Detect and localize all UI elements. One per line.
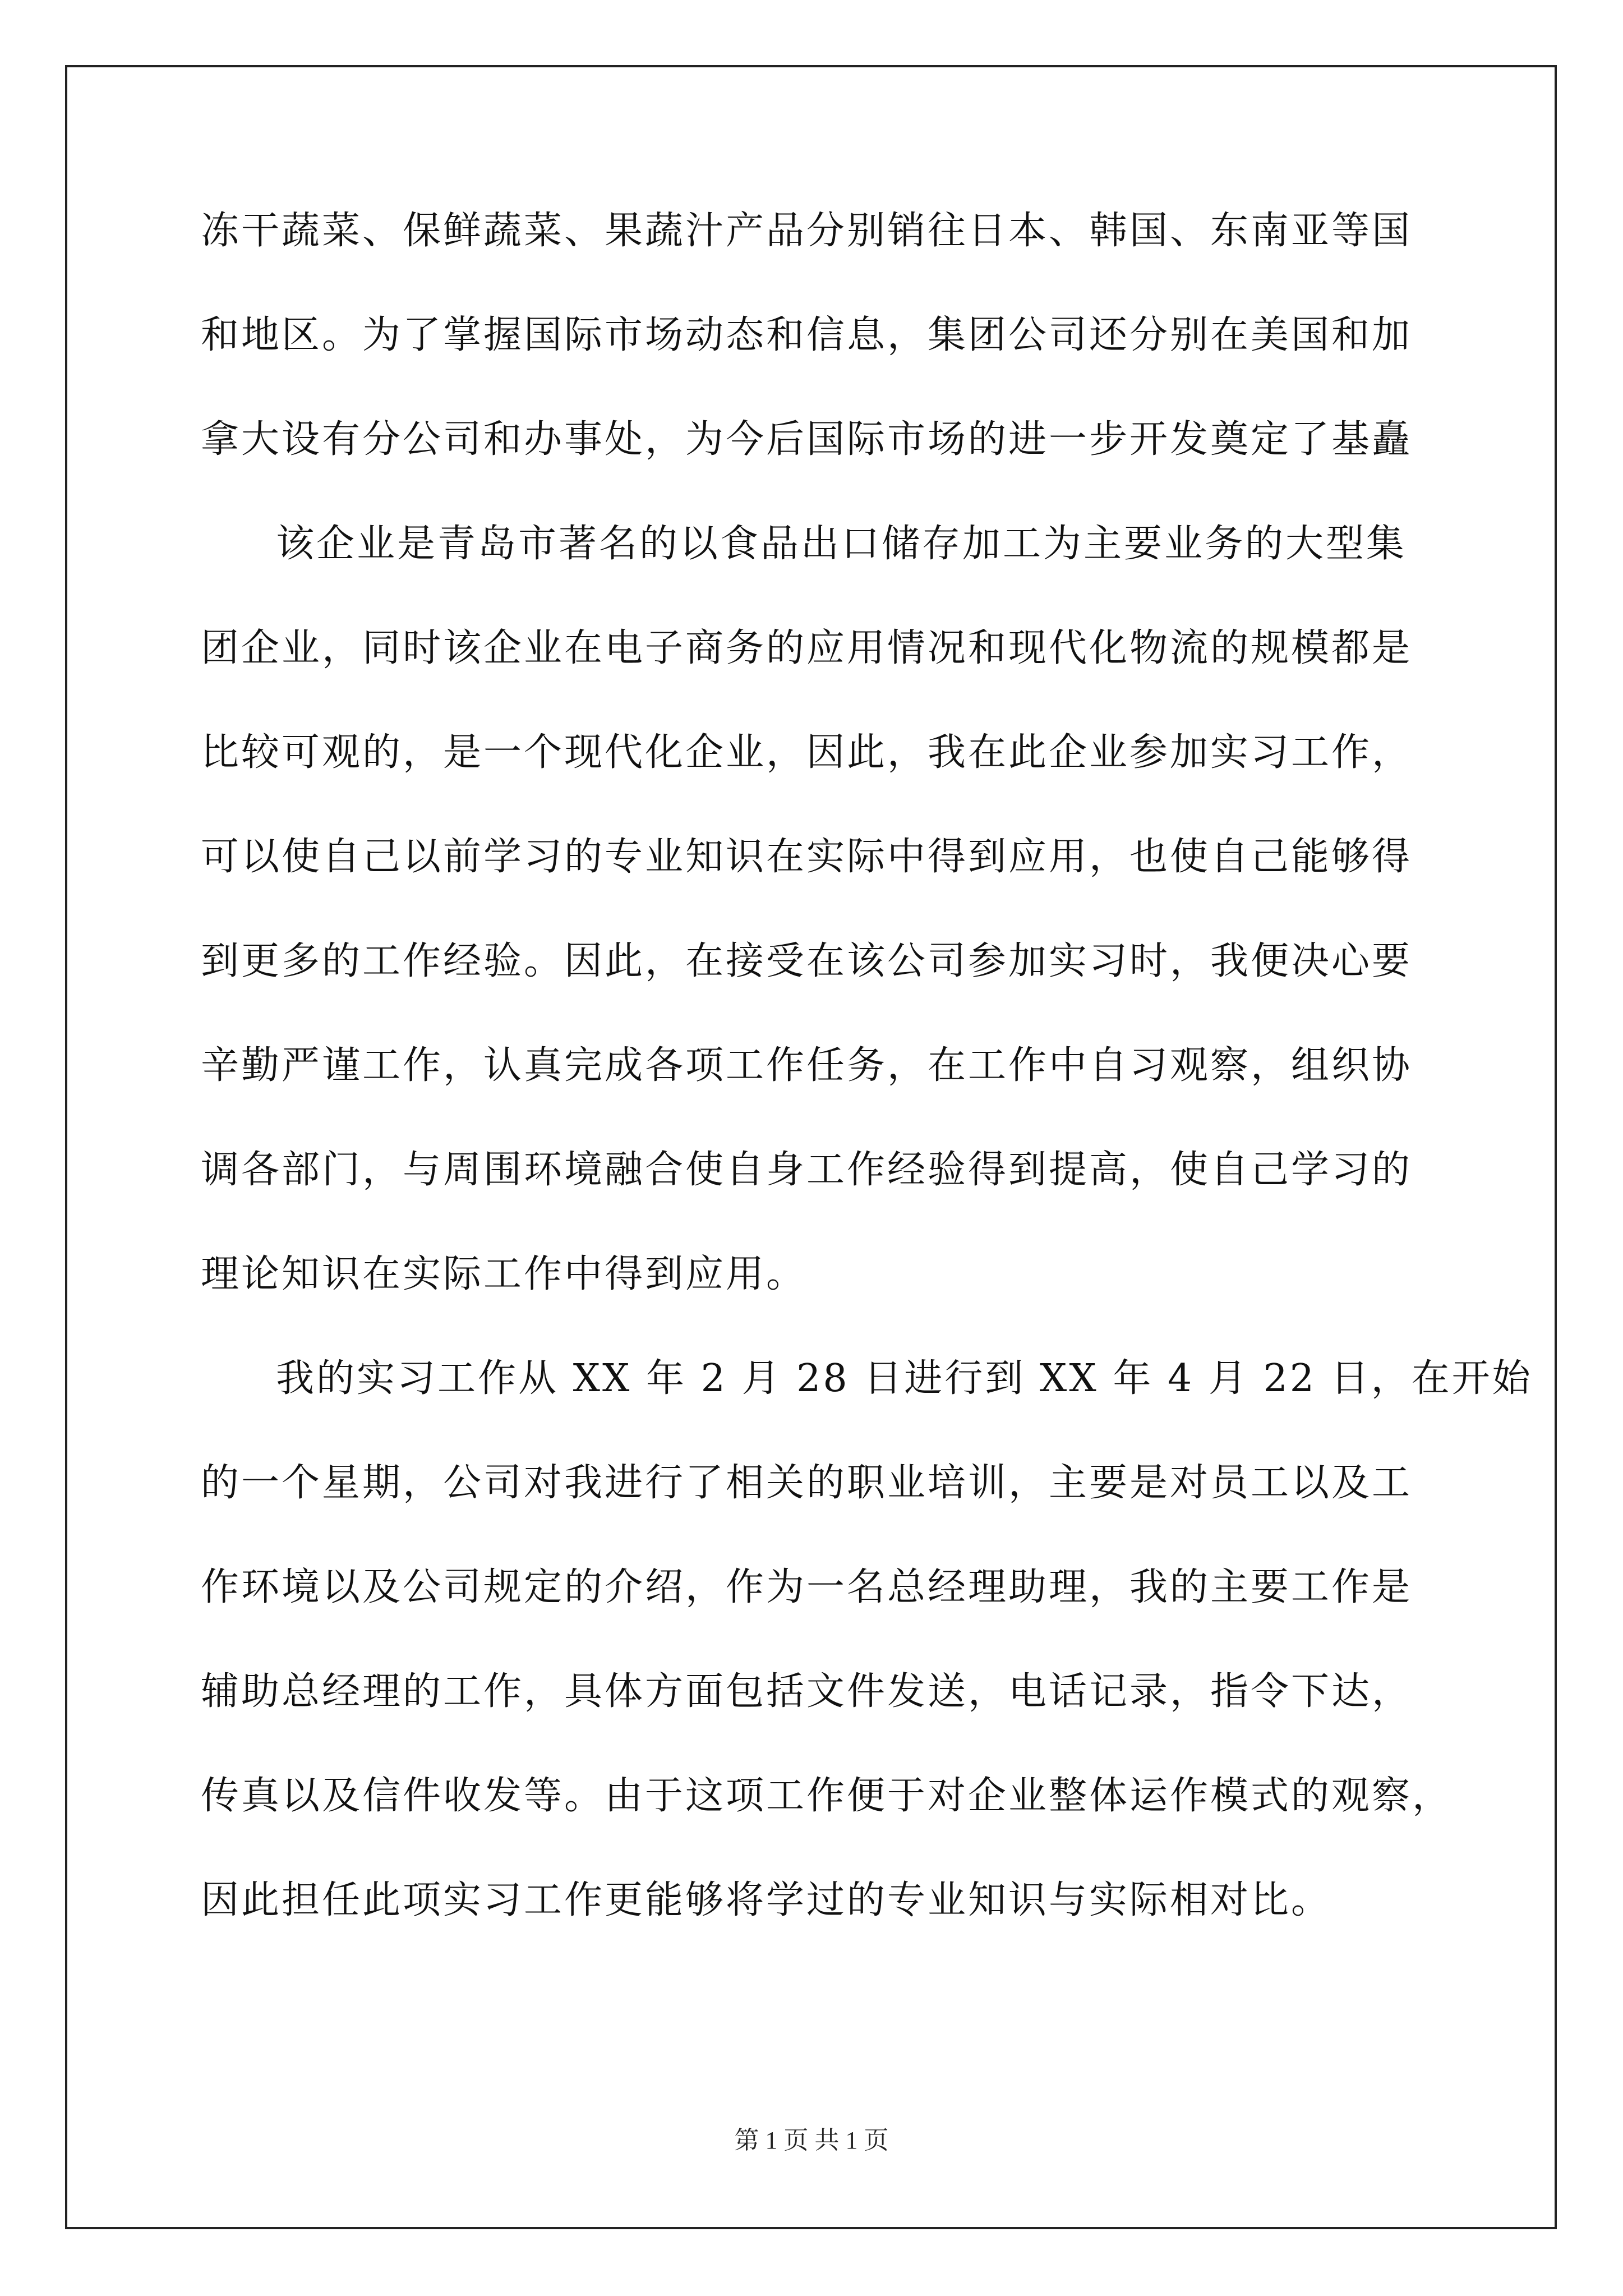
text-line: 拿大设有分公司和办事处，为今后国际市场的进一步开发奠定了基矗	[201, 417, 1413, 462]
text-line: 比较可观的，是一个现代化企业，因此，我在此企业参加实习工作，	[201, 730, 1413, 775]
text-line: 的一个星期，公司对我进行了相关的职业培训，主要是对员工以及工	[201, 1461, 1413, 1505]
text-line: 团企业，同时该企业在电子商务的应用情况和现代化物流的规模都是	[201, 626, 1413, 670]
text-line: 辛勤严谨工作，认真完成各项工作任务，在工作中自习观察，组织协	[201, 1043, 1413, 1088]
text-line: 到更多的工作经验。因此，在接受在该公司参加实习时，我便决心要	[201, 939, 1413, 983]
text-line: 作环境以及公司规定的介绍，作为一名总经理助理，我的主要工作是	[201, 1565, 1413, 1609]
text-line: 调各部门，与周围环境融合使自身工作经验得到提高，使自己学习的	[201, 1148, 1413, 1192]
paragraph-start-line: 我的实习工作从 XX 年 2 月 28 日进行到 XX 年 4 月 22 日，在开始	[276, 1356, 1533, 1401]
text-line: 理论知识在实际工作中得到应用。	[201, 1252, 807, 1296]
text-line: 和地区。为了掌握国际市场动态和信息，集团公司还分别在美国和加	[201, 313, 1413, 357]
text-line: 传真以及信件收发等。由于这项工作便于对企业整体运作模式的观察，	[201, 1774, 1453, 1818]
text-line: 辅助总经理的工作，具体方面包括文件发送，电话记录，指令下达，	[201, 1669, 1413, 1714]
text-line: 可以使自己以前学习的专业知识在实际中得到应用，也使自己能够得	[201, 835, 1413, 879]
text-line: 冻干蔬菜、保鲜蔬菜、果蔬汁产品分别销往日本、韩国、东南亚等国	[201, 209, 1413, 253]
text-line: 因此担任此项实习工作更能够将学过的专业知识与实际相对比。	[201, 1878, 1332, 1922]
paragraph-start-line: 该企业是青岛市著名的以食品出口储存加工为主要业务的大型集	[276, 522, 1407, 566]
page-number-footer: 第 1 页 共 1 页	[734, 2127, 889, 2154]
